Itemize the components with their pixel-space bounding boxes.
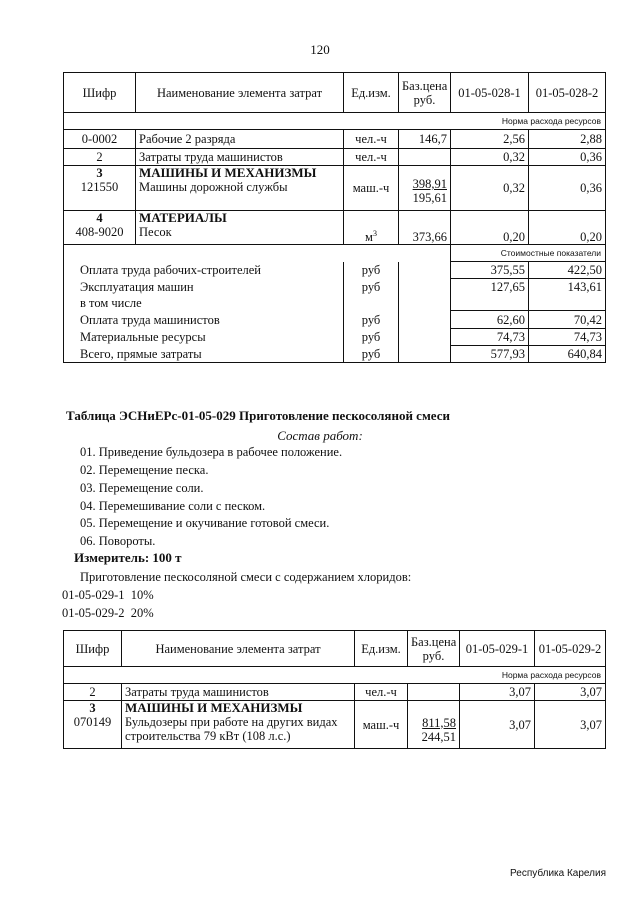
- row-value-2: 3,07: [535, 701, 606, 749]
- work-step: 04. Перемешивание соли с песком.: [80, 499, 266, 513]
- header-unit: Ед.изм.: [355, 631, 408, 667]
- row-value-2: 0,36: [529, 166, 606, 211]
- row-name: Затраты труда машинистов: [136, 149, 344, 166]
- resource-table-029: [63, 630, 606, 749]
- row-price: [399, 149, 451, 166]
- row-value-1: 0,32: [451, 149, 529, 166]
- row-name: Затраты труда машинистов: [122, 684, 355, 701]
- work-step: 03. Перемещение соли.: [80, 481, 204, 495]
- cost-name: в том числе: [64, 296, 344, 311]
- header-name: Наименование элемента затрат: [136, 73, 344, 113]
- header-col1: 01-05-029-1: [460, 631, 535, 667]
- norm-label: Норма расхода ресурсов: [64, 667, 606, 684]
- cost-unit: руб: [344, 279, 399, 296]
- row-code: 0-0002: [64, 130, 136, 149]
- work-step: 06. Повороты.: [80, 534, 156, 548]
- cost-value-2: 70,42: [529, 311, 606, 329]
- row-name-line-2: строительства 79 кВт (108 л.с.): [125, 729, 291, 743]
- cost-unit: руб: [344, 346, 399, 363]
- cost-name: Эксплуатация машин: [64, 279, 344, 296]
- row-unit: чел.-ч: [344, 149, 399, 166]
- row-value-2: 0,36: [529, 149, 606, 166]
- header-col2: 01-05-028-2: [529, 73, 606, 113]
- row-code: 2: [64, 149, 136, 166]
- cost-value-2: 422,50: [529, 262, 606, 279]
- price-total: 811,58: [422, 715, 456, 730]
- page-number: 120: [310, 42, 330, 57]
- variant-code: 01-05-029-2: [62, 606, 125, 620]
- row-code: 408-9020: [75, 225, 124, 239]
- row-name: Машины дорожной службы: [139, 180, 288, 194]
- row-name-line-1: Бульдозеры при работе на других видах: [125, 715, 338, 729]
- cost-row: [64, 262, 606, 279]
- table-row: [64, 684, 606, 701]
- cost-value-2: 143,61: [529, 279, 606, 296]
- cost-name: Всего, прямые затраты: [64, 346, 344, 363]
- row-code: 070149: [73, 715, 112, 729]
- cost-row: [64, 279, 606, 296]
- section-materials: [64, 211, 606, 245]
- price-wage: 195,61: [412, 191, 447, 205]
- section-title: МАТЕРИАЛЫ: [139, 210, 227, 225]
- section-title: МАШИНЫ И МЕХАНИЗМЫ: [139, 165, 317, 180]
- row-value-1: 2,56: [451, 130, 529, 149]
- table-row: [64, 130, 606, 149]
- header-unit: Ед.изм.: [344, 73, 399, 113]
- row-price: 146,7: [399, 130, 451, 149]
- cost-unit: руб: [344, 329, 399, 346]
- norm-label: Норма расхода ресурсов: [64, 113, 606, 130]
- row-unit: маш.-ч: [344, 166, 399, 211]
- row-unit: маш.-ч: [355, 701, 408, 749]
- cost-row: [64, 296, 606, 311]
- footer-region: Республика Карелия: [510, 868, 606, 879]
- meter: Измеритель: 100 т: [74, 550, 182, 565]
- variant: [62, 606, 154, 621]
- row-unit: $м^3$: [344, 211, 399, 245]
- table-row: [64, 149, 606, 166]
- row-value-1: 3,07: [460, 701, 535, 749]
- header-price: Баз.цена руб.: [399, 73, 451, 113]
- row-value-1: 0,20: [451, 211, 529, 245]
- cost-row: [64, 346, 606, 363]
- row-unit: чел.-ч: [355, 684, 408, 701]
- cost-row: [64, 311, 606, 329]
- variant: [62, 588, 154, 603]
- resource-table-028: [63, 72, 606, 363]
- row-value-1: 3,07: [460, 684, 535, 701]
- table-header-row: [64, 631, 606, 667]
- row-value-2: 0,20: [529, 211, 606, 245]
- header-col2: 01-05-029-2: [535, 631, 606, 667]
- variant-value: 20%: [130, 606, 154, 620]
- header-code: Шифр: [64, 631, 122, 667]
- cost-value-1: 74,73: [451, 329, 529, 346]
- row-price: [408, 684, 460, 701]
- section-title: МАШИНЫ И МЕХАНИЗМЫ: [125, 700, 303, 715]
- cost-name: Оплата труда машинистов: [64, 311, 344, 329]
- header-price: Баз.цена руб.: [408, 631, 460, 667]
- work-step: 01. Приведение бульдозера в рабочее положение.: [80, 445, 343, 459]
- header-col1: 01-05-028-1: [451, 73, 529, 113]
- cost-name: Материальные ресурсы: [64, 329, 344, 346]
- cost-row: [64, 329, 606, 346]
- section-machines: [64, 701, 606, 749]
- cost-label: Стоимостные показатели: [451, 245, 606, 262]
- cost-unit: руб: [344, 262, 399, 279]
- variant-code: 01-05-029-1: [62, 588, 125, 602]
- header-name: Наименование элемента затрат: [122, 631, 355, 667]
- cost-value-1: 375,55: [451, 262, 529, 279]
- table-title: Таблица ЭСНиЕРс-01-05-029 Приготовление пескосоляной смеси: [66, 408, 450, 423]
- cost-unit: руб: [344, 311, 399, 329]
- row-code: 2: [64, 684, 122, 701]
- row-name: Рабочие 2 разряда: [136, 130, 344, 149]
- section-number: 3: [96, 166, 103, 180]
- row-code: 121550: [80, 180, 119, 194]
- price-total: 398,91: [412, 177, 447, 191]
- composition-label: Состав работ:: [277, 428, 363, 443]
- description: Приготовление пескосоляной смеси с содержанием хлоридов:: [80, 570, 412, 584]
- row-value-2: 3,07: [535, 684, 606, 701]
- cost-value-1: 127,65: [451, 279, 529, 296]
- cost-value-2: 74,73: [529, 329, 606, 346]
- table-header-row: [64, 73, 606, 113]
- row-unit: чел.-ч: [344, 130, 399, 149]
- cost-name: Оплата труда рабочих-строителей: [64, 262, 344, 279]
- section-number: 4: [96, 211, 103, 225]
- row-price: 373,66: [399, 211, 451, 245]
- row-value-1: 0,32: [451, 166, 529, 211]
- row-value-2: 2,88: [529, 130, 606, 149]
- work-step: 02. Перемещение песка.: [80, 463, 209, 477]
- cost-value-2: 640,84: [529, 346, 606, 363]
- row-name: Песок: [139, 225, 172, 239]
- section-machines: [64, 166, 606, 211]
- variant-value: 10%: [130, 588, 154, 602]
- header-code: Шифр: [64, 73, 136, 113]
- cost-value-1: 62,60: [451, 311, 529, 329]
- section-number: 3: [89, 701, 96, 715]
- price-wage: 244,51: [421, 729, 456, 744]
- cost-value-1: 577,93: [451, 346, 529, 363]
- work-step: 05. Перемещение и окучивание готовой смеси.: [80, 516, 330, 530]
